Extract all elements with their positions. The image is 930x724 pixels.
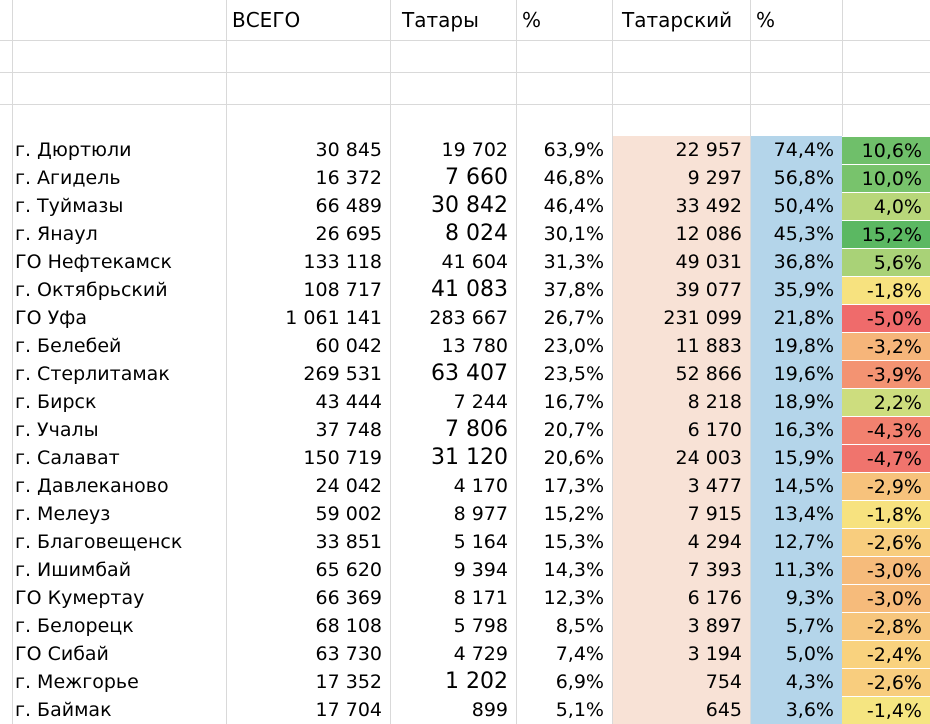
language-pct-cell[interactable]: 9,3% bbox=[785, 587, 834, 609]
municipality-cell[interactable]: ГО Нефтекамск bbox=[15, 251, 172, 273]
language-pct-cell[interactable]: 18,9% bbox=[773, 391, 834, 413]
municipality-cell[interactable]: г. Агидель bbox=[15, 167, 121, 189]
language-pct-cell[interactable]: 36,8% bbox=[773, 251, 834, 273]
tatars-cell[interactable]: 41 083 bbox=[431, 277, 508, 302]
municipality-cell[interactable]: г. Межгорье bbox=[15, 671, 139, 693]
tatar-language-cell[interactable]: 3 194 bbox=[687, 643, 742, 665]
total-cell[interactable]: 26 695 bbox=[315, 223, 382, 245]
header-tatars[interactable]: Татары bbox=[402, 8, 479, 32]
table-row bbox=[0, 472, 930, 500]
tatar-language-cell[interactable]: 12 086 bbox=[675, 223, 742, 245]
diff-cell[interactable]: -3,2% bbox=[842, 332, 930, 360]
tatars-pct-cell[interactable]: 26,7% bbox=[543, 307, 604, 329]
total-cell[interactable]: 63 730 bbox=[315, 643, 382, 665]
tatars-cell[interactable]: 1 202 bbox=[445, 669, 508, 694]
diff-cell[interactable]: -4,7% bbox=[842, 444, 930, 472]
table-row bbox=[0, 220, 930, 248]
total-cell[interactable]: 17 352 bbox=[315, 671, 382, 693]
header-pct-tatars[interactable]: % bbox=[522, 8, 542, 32]
tatar-language-cell[interactable]: 9 297 bbox=[687, 167, 742, 189]
tatars-cell[interactable]: 5 798 bbox=[453, 615, 508, 637]
tatars-pct-cell[interactable]: 5,1% bbox=[555, 699, 604, 721]
table-row bbox=[0, 612, 930, 640]
tatars-cell[interactable]: 4 170 bbox=[453, 475, 508, 497]
tatar-language-cell[interactable]: 3 477 bbox=[687, 475, 742, 497]
tatars-cell[interactable]: 8 977 bbox=[453, 503, 508, 525]
diff-cell[interactable]: -2,4% bbox=[842, 640, 930, 668]
municipality-cell[interactable]: г. Туймазы bbox=[15, 195, 124, 217]
language-pct-cell[interactable]: 21,8% bbox=[773, 307, 834, 329]
tatars-cell[interactable]: 899 bbox=[471, 699, 508, 721]
municipality-cell[interactable]: г. Учалы bbox=[15, 419, 99, 441]
table-row bbox=[0, 528, 930, 556]
table-row bbox=[0, 248, 930, 276]
total-cell[interactable]: 65 620 bbox=[315, 559, 382, 581]
tatars-pct-cell[interactable]: 15,3% bbox=[543, 531, 604, 553]
tatars-pct-cell[interactable]: 23,5% bbox=[543, 363, 604, 385]
table-row bbox=[0, 276, 930, 304]
diff-cell[interactable]: 10,0% bbox=[842, 164, 930, 192]
municipality-cell[interactable]: г. Давлеканово bbox=[15, 475, 169, 497]
tatar-language-cell[interactable]: 231 099 bbox=[663, 307, 742, 329]
language-pct-cell[interactable]: 19,6% bbox=[773, 363, 834, 385]
total-cell[interactable]: 133 118 bbox=[303, 251, 382, 273]
tatar-language-cell[interactable]: 11 883 bbox=[675, 335, 742, 357]
table-row bbox=[0, 360, 930, 388]
language-pct-cell[interactable]: 15,9% bbox=[773, 447, 834, 469]
tatars-cell[interactable]: 13 780 bbox=[441, 335, 508, 357]
table-row bbox=[0, 164, 930, 192]
diff-cell[interactable]: -2,6% bbox=[842, 528, 930, 556]
municipality-cell[interactable]: г. Благовещенск bbox=[15, 531, 183, 553]
tatars-cell[interactable]: 19 702 bbox=[441, 139, 508, 161]
tatars-pct-cell[interactable]: 17,3% bbox=[543, 475, 604, 497]
total-cell[interactable]: 1 061 141 bbox=[285, 307, 382, 329]
municipality-cell[interactable]: г. Бирск bbox=[15, 391, 97, 413]
tatars-pct-cell[interactable]: 46,4% bbox=[543, 195, 604, 217]
municipality-cell[interactable]: г. Белорецк bbox=[15, 615, 134, 637]
table-row bbox=[0, 304, 930, 332]
total-cell[interactable]: 43 444 bbox=[315, 391, 382, 413]
tatars-pct-cell[interactable]: 31,3% bbox=[543, 251, 604, 273]
language-pct-cell[interactable]: 50,4% bbox=[773, 195, 834, 217]
header-row bbox=[0, 8, 930, 38]
tatars-cell[interactable]: 8 024 bbox=[445, 221, 508, 246]
tatar-language-cell[interactable]: 24 003 bbox=[675, 447, 742, 469]
diff-cell[interactable]: 2,2% bbox=[842, 388, 930, 416]
tatar-language-cell[interactable]: 33 492 bbox=[675, 195, 742, 217]
tatars-cell[interactable]: 283 667 bbox=[429, 307, 508, 329]
language-pct-cell[interactable]: 4,3% bbox=[785, 671, 834, 693]
tatars-pct-cell[interactable]: 7,4% bbox=[555, 643, 604, 665]
table-row bbox=[0, 696, 930, 724]
tatars-cell[interactable]: 9 394 bbox=[453, 559, 508, 581]
total-cell[interactable]: 66 489 bbox=[315, 195, 382, 217]
tatars-cell[interactable]: 7 806 bbox=[445, 417, 508, 442]
tatars-pct-cell[interactable]: 20,6% bbox=[543, 447, 604, 469]
tatars-cell[interactable]: 63 407 bbox=[431, 361, 508, 386]
language-pct-cell[interactable]: 56,8% bbox=[773, 167, 834, 189]
grid-hline bbox=[0, 40, 930, 41]
tatars-cell[interactable]: 7 244 bbox=[453, 391, 508, 413]
header-total[interactable]: ВСЕГО bbox=[232, 8, 301, 32]
language-pct-cell[interactable]: 11,3% bbox=[773, 559, 834, 581]
diff-cell[interactable]: -3,0% bbox=[842, 584, 930, 612]
tatars-cell[interactable]: 30 842 bbox=[431, 193, 508, 218]
total-cell[interactable]: 24 042 bbox=[315, 475, 382, 497]
diff-cell[interactable]: -3,9% bbox=[842, 360, 930, 388]
municipality-cell[interactable]: г. Дюртюли bbox=[15, 139, 132, 161]
tatars-pct-cell[interactable]: 15,2% bbox=[543, 503, 604, 525]
total-cell[interactable]: 66 369 bbox=[315, 587, 382, 609]
tatar-language-cell[interactable]: 754 bbox=[705, 671, 742, 693]
diff-cell[interactable]: -1,8% bbox=[842, 500, 930, 528]
diff-cell[interactable]: 15,2% bbox=[842, 220, 930, 248]
diff-cell[interactable]: -1,4% bbox=[842, 696, 930, 724]
language-pct-cell[interactable]: 16,3% bbox=[773, 419, 834, 441]
municipality-cell[interactable]: г. Ишимбай bbox=[15, 559, 132, 581]
municipality-cell[interactable]: ГО Уфа bbox=[15, 307, 88, 329]
tatars-pct-cell[interactable]: 30,1% bbox=[543, 223, 604, 245]
diff-cell[interactable]: 4,0% bbox=[842, 192, 930, 220]
tatar-language-cell[interactable]: 52 866 bbox=[675, 363, 742, 385]
tatar-language-cell[interactable]: 22 957 bbox=[675, 139, 742, 161]
tatar-language-cell[interactable]: 7 915 bbox=[687, 503, 742, 525]
diff-cell[interactable]: 10,6% bbox=[842, 136, 930, 164]
tatars-pct-cell[interactable]: 8,5% bbox=[555, 615, 604, 637]
language-pct-cell[interactable]: 74,4% bbox=[773, 139, 834, 161]
total-cell[interactable]: 30 845 bbox=[315, 139, 382, 161]
tatar-language-cell[interactable]: 6 170 bbox=[687, 419, 742, 441]
municipality-cell[interactable]: г. Стерлитамак bbox=[15, 363, 170, 385]
tatars-pct-cell[interactable]: 37,8% bbox=[543, 279, 604, 301]
diff-cell[interactable]: -5,0% bbox=[842, 304, 930, 332]
grid-hline bbox=[0, 104, 930, 105]
diff-cell[interactable]: -2,8% bbox=[842, 612, 930, 640]
municipality-cell[interactable]: г. Салават bbox=[15, 447, 120, 469]
diff-cell[interactable]: -4,3% bbox=[842, 416, 930, 444]
tatars-pct-cell[interactable]: 20,7% bbox=[543, 419, 604, 441]
total-cell[interactable]: 37 748 bbox=[315, 419, 382, 441]
table-row bbox=[0, 500, 930, 528]
tatar-language-cell[interactable]: 39 077 bbox=[675, 279, 742, 301]
header-tatar-language[interactable]: Татарский bbox=[622, 8, 733, 32]
total-cell[interactable]: 59 002 bbox=[315, 503, 382, 525]
municipality-cell[interactable]: ГО Сибай bbox=[15, 643, 109, 665]
tatars-cell[interactable]: 41 604 bbox=[441, 251, 508, 273]
tatars-cell[interactable]: 31 120 bbox=[431, 445, 508, 470]
tatars-cell[interactable]: 7 660 bbox=[445, 165, 508, 190]
total-cell[interactable]: 269 531 bbox=[303, 363, 382, 385]
total-cell[interactable]: 60 042 bbox=[315, 335, 382, 357]
header-pct-language[interactable]: % bbox=[756, 8, 776, 32]
tatar-language-cell[interactable]: 6 176 bbox=[687, 587, 742, 609]
total-cell[interactable]: 108 717 bbox=[303, 279, 382, 301]
tatars-pct-cell[interactable]: 46,8% bbox=[543, 167, 604, 189]
language-pct-cell[interactable]: 19,8% bbox=[773, 335, 834, 357]
table-row bbox=[0, 136, 930, 164]
municipality-cell[interactable]: г. Белебей bbox=[15, 335, 122, 357]
diff-cell[interactable]: -1,8% bbox=[842, 276, 930, 304]
table-row bbox=[0, 668, 930, 696]
language-pct-cell[interactable]: 3,6% bbox=[785, 699, 834, 721]
municipality-cell[interactable]: ГО Кумертау bbox=[15, 587, 145, 609]
language-pct-cell[interactable]: 14,5% bbox=[773, 475, 834, 497]
table-row bbox=[0, 388, 930, 416]
tatars-pct-cell[interactable]: 63,9% bbox=[543, 139, 604, 161]
municipality-cell[interactable]: г. Мелеуз bbox=[15, 503, 111, 525]
tatar-language-cell[interactable]: 49 031 bbox=[675, 251, 742, 273]
language-pct-cell[interactable]: 35,9% bbox=[773, 279, 834, 301]
total-cell[interactable]: 17 704 bbox=[315, 699, 382, 721]
tatars-pct-cell[interactable]: 16,7% bbox=[543, 391, 604, 413]
diff-cell[interactable]: -2,6% bbox=[842, 668, 930, 696]
tatar-language-cell[interactable]: 3 897 bbox=[687, 615, 742, 637]
tatars-pct-cell[interactable]: 23,0% bbox=[543, 335, 604, 357]
tatar-language-cell[interactable]: 645 bbox=[705, 699, 742, 721]
table-row bbox=[0, 192, 930, 220]
tatars-pct-cell[interactable]: 14,3% bbox=[543, 559, 604, 581]
tatar-language-cell[interactable]: 7 393 bbox=[687, 559, 742, 581]
language-pct-cell[interactable]: 12,7% bbox=[773, 531, 834, 553]
total-cell[interactable]: 33 851 bbox=[315, 531, 382, 553]
language-pct-cell[interactable]: 5,0% bbox=[785, 643, 834, 665]
language-pct-cell[interactable]: 45,3% bbox=[773, 223, 834, 245]
total-cell[interactable]: 150 719 bbox=[303, 447, 382, 469]
language-pct-cell[interactable]: 5,7% bbox=[785, 615, 834, 637]
tatar-language-cell[interactable]: 4 294 bbox=[687, 531, 742, 553]
diff-cell[interactable]: -3,0% bbox=[842, 556, 930, 584]
table-row bbox=[0, 332, 930, 360]
total-cell[interactable]: 68 108 bbox=[315, 615, 382, 637]
municipality-cell[interactable]: г. Баймак bbox=[15, 699, 112, 721]
tatars-pct-cell[interactable]: 12,3% bbox=[543, 587, 604, 609]
table-row bbox=[0, 556, 930, 584]
table-row bbox=[0, 584, 930, 612]
table-row bbox=[0, 444, 930, 472]
municipality-cell[interactable]: г. Янаул bbox=[15, 223, 98, 245]
tatars-cell[interactable]: 4 729 bbox=[453, 643, 508, 665]
tatars-cell[interactable]: 8 171 bbox=[453, 587, 508, 609]
table-row bbox=[0, 416, 930, 444]
total-cell[interactable]: 16 372 bbox=[315, 167, 382, 189]
tatars-pct-cell[interactable]: 6,9% bbox=[555, 671, 604, 693]
language-pct-cell[interactable]: 13,4% bbox=[773, 503, 834, 525]
diff-cell[interactable]: 5,6% bbox=[842, 248, 930, 276]
diff-cell[interactable]: -2,9% bbox=[842, 472, 930, 500]
municipality-cell[interactable]: г. Октябрьский bbox=[15, 279, 168, 301]
tatar-language-cell[interactable]: 8 218 bbox=[687, 391, 742, 413]
tatars-cell[interactable]: 5 164 bbox=[453, 531, 508, 553]
grid-hline bbox=[0, 72, 930, 73]
table-row bbox=[0, 640, 930, 668]
